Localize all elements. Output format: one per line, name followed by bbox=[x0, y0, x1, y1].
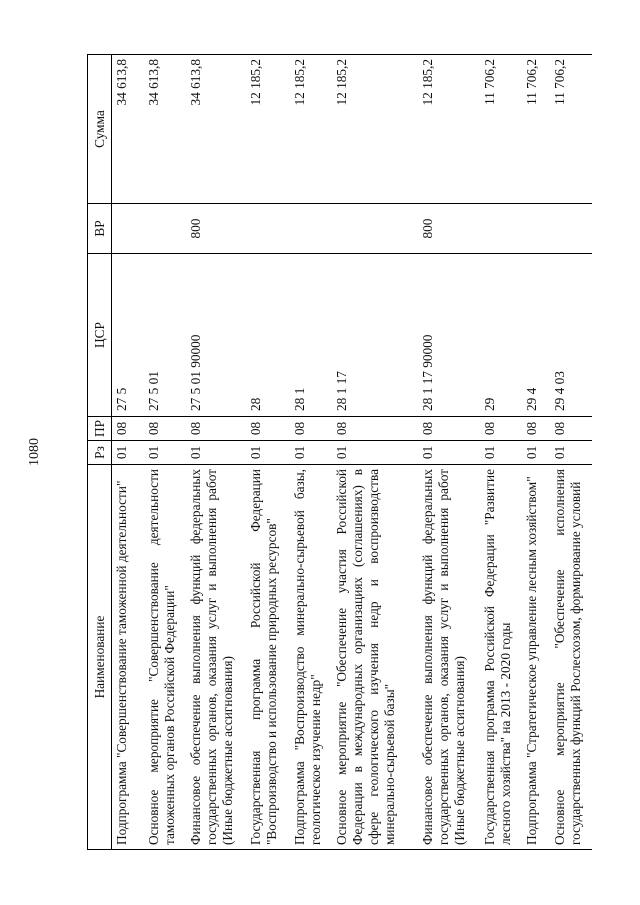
row-sum: 11 706,2 bbox=[480, 55, 522, 204]
row-vr bbox=[480, 204, 522, 254]
row-csr: 28 bbox=[246, 254, 290, 417]
row-pr: 08 bbox=[290, 417, 332, 441]
row-pr: 08 bbox=[332, 417, 418, 441]
row-pr: 08 bbox=[480, 417, 522, 441]
row-name: Финансовое обеспечение выполнения функций федеральных государственных органов, оказания услуг и выполнения работ (Иные бюджетные ассигнования) bbox=[418, 465, 480, 850]
row-csr: 27 5 01 bbox=[144, 254, 186, 417]
row-csr: 28 1 bbox=[290, 254, 332, 417]
table-row bbox=[522, 55, 550, 850]
row-vr: 800 bbox=[186, 204, 246, 254]
row-sum: 12 185,2 bbox=[418, 55, 480, 204]
row-pr: 08 bbox=[112, 417, 145, 441]
row-rz: 01 bbox=[332, 441, 418, 465]
row-rz: 01 bbox=[480, 441, 522, 465]
table-row bbox=[480, 55, 522, 850]
row-sum: 34 613,8 bbox=[144, 55, 186, 204]
row-rz: 01 bbox=[550, 441, 592, 465]
row-csr: 29 4 03 bbox=[550, 254, 592, 417]
table-row bbox=[550, 55, 592, 850]
row-sum: 11 706,2 bbox=[550, 55, 592, 204]
table-row bbox=[418, 55, 480, 850]
row-name: Государственная программа Российской Федерации "Развитие лесного хозяйства" на 2013 - 2020 годы bbox=[480, 465, 522, 850]
header-csr: ЦСР bbox=[88, 254, 112, 417]
row-sum: 12 185,2 bbox=[290, 55, 332, 204]
row-name: Подпрограмма "Совершенствование таможенной деятельности" bbox=[112, 465, 145, 850]
row-name: Подпрограмма "Стратегическое управление лесным хозяйством" bbox=[522, 465, 550, 850]
row-pr: 08 bbox=[144, 417, 186, 441]
row-name: Основное мероприятие "Обеспечение участия Российской Федерации в международных организациях (соглашениях) в сфере геологического изучения недр и воспроизводства минерально-сырьевой базы" bbox=[332, 465, 418, 850]
table-row bbox=[144, 55, 186, 850]
row-sum: 11 706,2 bbox=[522, 55, 550, 204]
header-pr: ПР bbox=[88, 417, 112, 441]
row-rz: 01 bbox=[186, 441, 246, 465]
rotated-page-content bbox=[87, 55, 607, 850]
row-vr bbox=[550, 204, 592, 254]
row-name: Подпрограмма "Воспроизводство минерально-сырьевой базы, геологическое изучение недр" bbox=[290, 465, 332, 850]
header-name: Наименование bbox=[88, 465, 112, 850]
row-vr bbox=[522, 204, 550, 254]
row-sum: 34 613,8 bbox=[112, 55, 145, 204]
row-csr: 29 bbox=[480, 254, 522, 417]
row-sum: 12 185,2 bbox=[332, 55, 418, 204]
row-sum: 12 185,2 bbox=[246, 55, 290, 204]
table-row bbox=[186, 55, 246, 850]
row-name: Основное мероприятие "Обеспечение исполнения государственных функций Рослесхозом, формирование условий bbox=[550, 465, 592, 850]
row-pr: 08 bbox=[246, 417, 290, 441]
row-csr: 28 1 17 bbox=[332, 254, 418, 417]
row-csr: 27 5 01 90000 bbox=[186, 254, 246, 417]
table-row bbox=[112, 55, 145, 850]
row-name: Финансовое обеспечение выполнения функций федеральных государственных органов, оказания услуг и выполнения работ (Иные бюджетные ассигнования) bbox=[186, 465, 246, 850]
row-pr: 08 bbox=[418, 417, 480, 441]
row-csr: 29 4 bbox=[522, 254, 550, 417]
row-vr bbox=[246, 204, 290, 254]
row-vr: 800 bbox=[418, 204, 480, 254]
row-name: Государственная программа Российской Федерации "Воспроизводство и использование природных ресурсов" bbox=[246, 465, 290, 850]
row-name: Основное мероприятие "Совершенствование деятельности таможенных органов Российской Федерации" bbox=[144, 465, 186, 850]
budget-table bbox=[87, 54, 592, 850]
row-rz: 01 bbox=[246, 441, 290, 465]
row-vr bbox=[332, 204, 418, 254]
header-rz: Рз bbox=[88, 441, 112, 465]
row-csr: 28 1 17 90000 bbox=[418, 254, 480, 417]
row-pr: 08 bbox=[522, 417, 550, 441]
row-rz: 01 bbox=[418, 441, 480, 465]
row-pr: 08 bbox=[186, 417, 246, 441]
row-pr: 08 bbox=[550, 417, 592, 441]
table-header-row bbox=[88, 55, 112, 850]
header-vr: ВР bbox=[88, 204, 112, 254]
table-row bbox=[332, 55, 418, 850]
header-sum: Сумма bbox=[88, 55, 112, 204]
table-row bbox=[246, 55, 290, 850]
row-csr: 27 5 bbox=[112, 254, 145, 417]
row-rz: 01 bbox=[522, 441, 550, 465]
row-rz: 01 bbox=[144, 441, 186, 465]
page-number: 1080 bbox=[27, 438, 42, 466]
row-rz: 01 bbox=[112, 441, 145, 465]
row-vr bbox=[290, 204, 332, 254]
table-row bbox=[290, 55, 332, 850]
row-vr bbox=[112, 204, 145, 254]
row-rz: 01 bbox=[290, 441, 332, 465]
row-sum: 34 613,8 bbox=[186, 55, 246, 204]
row-vr bbox=[144, 204, 186, 254]
